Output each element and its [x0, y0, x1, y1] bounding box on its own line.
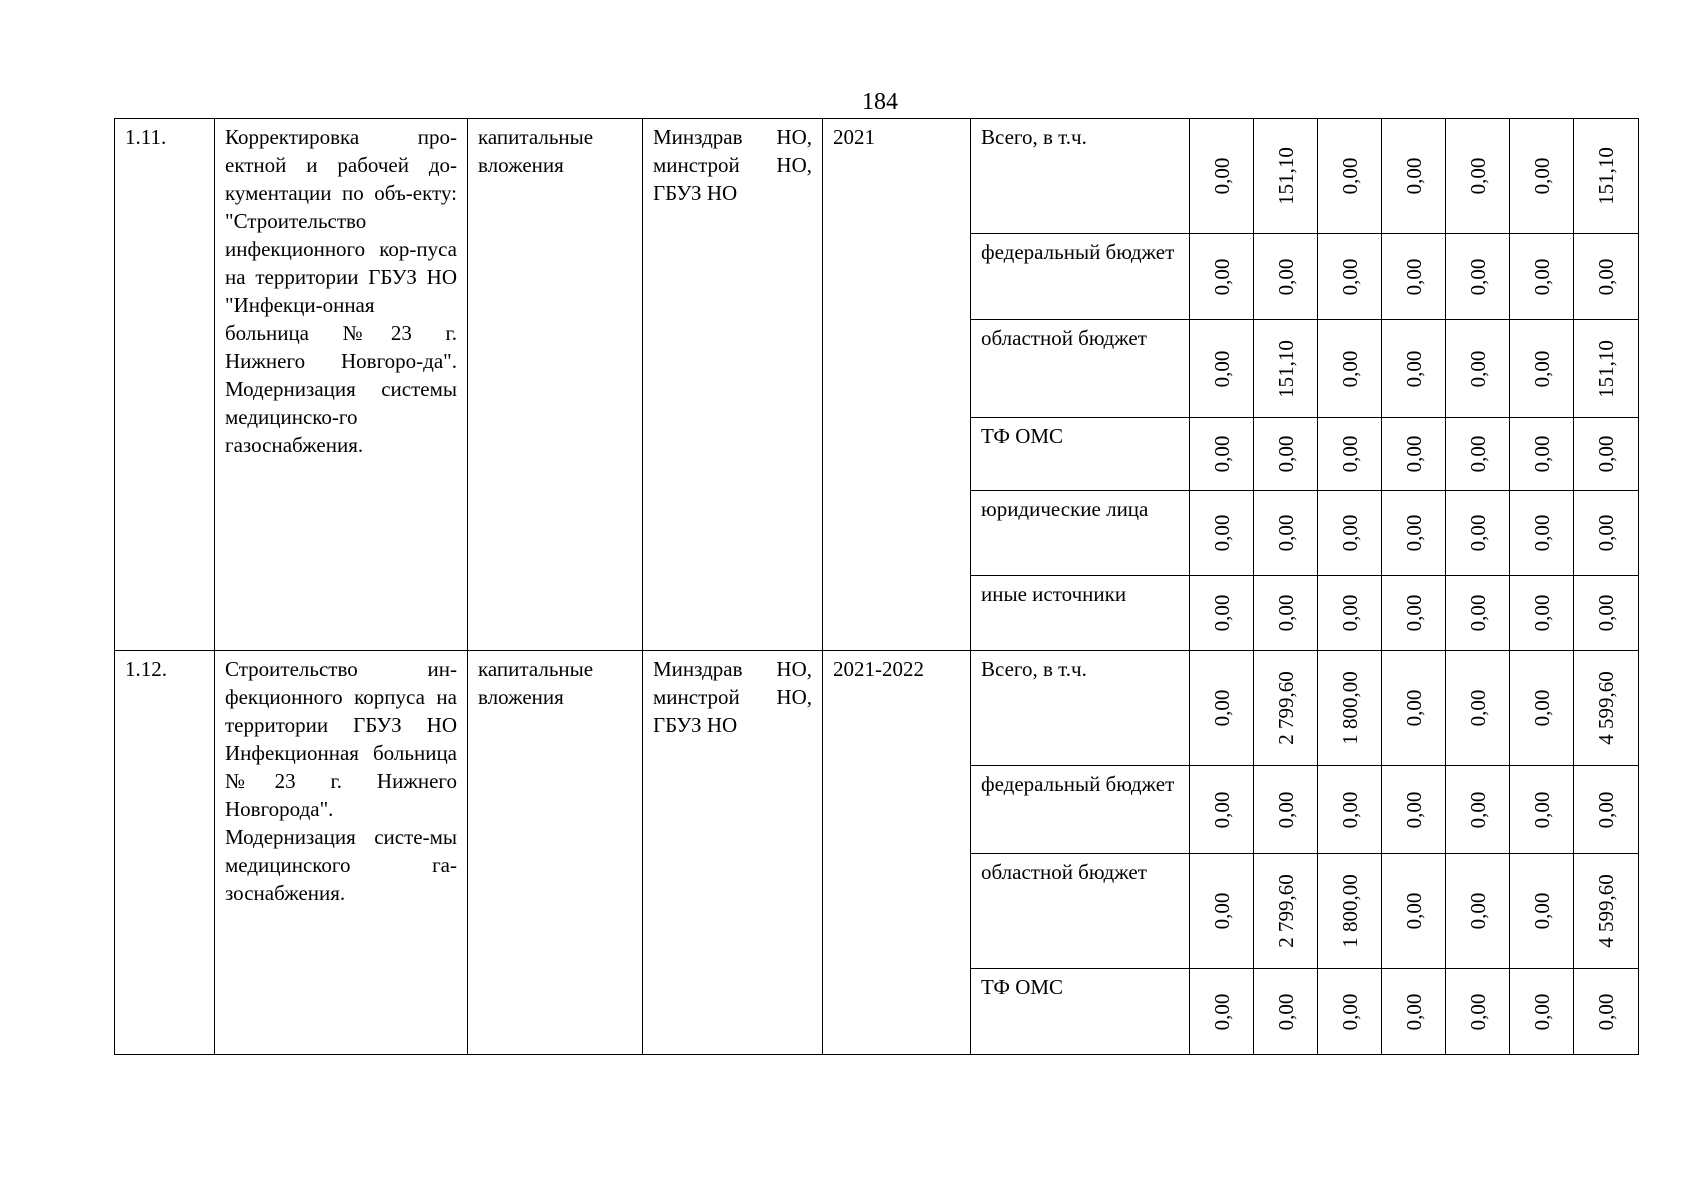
amount-cell: 0,00: [1254, 491, 1318, 576]
amount-cell: 0,00: [1190, 651, 1254, 766]
amount-cell: 0,00: [1318, 491, 1382, 576]
amount-cell: 0,00: [1254, 766, 1318, 854]
amount-cell: 0,00: [1510, 766, 1574, 854]
amount-cell: 0,00: [1446, 576, 1510, 651]
amount-cell: 2 799,60: [1254, 854, 1318, 969]
amount-cell: 0,00: [1382, 651, 1446, 766]
amount-cell: 0,00: [1446, 234, 1510, 320]
amount-total-cell: 0,00: [1574, 766, 1639, 854]
budget-table: [114, 118, 1639, 1055]
amount-cell: 0,00: [1382, 576, 1446, 651]
amount-cell: 0,00: [1254, 234, 1318, 320]
amount-cell: 0,00: [1318, 766, 1382, 854]
funding-source-label: юридические лица: [971, 491, 1190, 576]
amount-cell: 0,00: [1254, 418, 1318, 491]
amount-cell: 1 800,00: [1318, 854, 1382, 969]
amount-cell: 0,00: [1446, 320, 1510, 418]
amount-cell: 0,00: [1446, 969, 1510, 1055]
amount-cell: 0,00: [1318, 969, 1382, 1055]
amount-cell: 0,00: [1382, 766, 1446, 854]
amount-total-cell: 0,00: [1574, 969, 1639, 1055]
amount-cell: 0,00: [1510, 234, 1574, 320]
amount-cell: 0,00: [1190, 854, 1254, 969]
amount-total-cell: 151,10: [1574, 119, 1639, 234]
amount-cell: 0,00: [1446, 651, 1510, 766]
executor: Минздрав НО, минстрой НО, ГБУЗ НО: [643, 119, 823, 651]
amount-cell: 0,00: [1382, 491, 1446, 576]
expense-type: капитальные вложения: [468, 651, 643, 1055]
period: 2021-2022: [823, 651, 971, 1055]
amount-cell: 0,00: [1190, 766, 1254, 854]
amount-cell: 0,00: [1510, 969, 1574, 1055]
amount-cell: 0,00: [1510, 418, 1574, 491]
amount-cell: 0,00: [1510, 491, 1574, 576]
period: 2021: [823, 119, 971, 651]
amount-cell: 0,00: [1446, 854, 1510, 969]
amount-cell: 151,10: [1254, 119, 1318, 234]
funding-source-label: Всего, в т.ч.: [971, 651, 1190, 766]
amount-cell: 0,00: [1382, 969, 1446, 1055]
amount-cell: 0,00: [1190, 418, 1254, 491]
row-number: 1.12.: [115, 651, 215, 1055]
amount-cell: 0,00: [1318, 320, 1382, 418]
amount-cell: 0,00: [1190, 491, 1254, 576]
row-number: 1.11.: [115, 119, 215, 651]
funding-source-label: ТФ ОМС: [971, 418, 1190, 491]
amount-total-cell: 0,00: [1574, 234, 1639, 320]
amount-cell: 0,00: [1190, 234, 1254, 320]
amount-cell: 0,00: [1510, 651, 1574, 766]
amount-cell: 0,00: [1510, 854, 1574, 969]
amount-cell: 0,00: [1254, 576, 1318, 651]
amount-cell: 0,00: [1318, 418, 1382, 491]
amount-cell: 0,00: [1446, 119, 1510, 234]
funding-source-label: Всего, в т.ч.: [971, 119, 1190, 234]
amount-cell: 0,00: [1382, 234, 1446, 320]
amount-total-cell: 4 599,60: [1574, 854, 1639, 969]
amount-total-cell: 0,00: [1574, 418, 1639, 491]
amount-cell: 0,00: [1382, 320, 1446, 418]
funding-source-label: областной бюджет: [971, 320, 1190, 418]
measure-description: Строительство ин-фекционного корпуса на территории ГБУЗ НО Инфекционная больница №23 г. Нижнего Новгорода". Модернизация систе-мы медицинского га-зоснабжения.: [215, 651, 468, 1055]
amount-cell: 2 799,60: [1254, 651, 1318, 766]
table-row: [115, 651, 1639, 766]
page-number: 184: [862, 89, 898, 115]
amount-total-cell: 0,00: [1574, 491, 1639, 576]
amount-cell: 0,00: [1510, 119, 1574, 234]
amount-cell: 151,10: [1254, 320, 1318, 418]
amount-cell: 0,00: [1318, 576, 1382, 651]
amount-cell: 0,00: [1382, 119, 1446, 234]
amount-cell: 0,00: [1318, 119, 1382, 234]
amount-cell: 0,00: [1382, 854, 1446, 969]
amount-cell: 0,00: [1254, 969, 1318, 1055]
amount-cell: 0,00: [1446, 766, 1510, 854]
amount-cell: 0,00: [1190, 576, 1254, 651]
amount-cell: 0,00: [1190, 969, 1254, 1055]
amount-total-cell: 0,00: [1574, 576, 1639, 651]
amount-cell: 0,00: [1446, 418, 1510, 491]
amount-cell: 0,00: [1510, 320, 1574, 418]
measure-description: Корректировка про-ектной и рабочей до-кументации по объ-екту: "Строительство инфекционного кор-пуса на территории ГБУЗ НО "Инфекци-онная больница №23 г. Нижнего Новгоро-да". Модернизация системы медицинско-го газоснабжения.: [215, 119, 468, 651]
expense-type: капитальные вложения: [468, 119, 643, 651]
funding-source-label: федеральный бюджет: [971, 234, 1190, 320]
executor: Минздрав НО, минстрой НО, ГБУЗ НО: [643, 651, 823, 1055]
amount-total-cell: 151,10: [1574, 320, 1639, 418]
funding-source-label: иные источники: [971, 576, 1190, 651]
amount-cell: 0,00: [1446, 491, 1510, 576]
funding-source-label: областной бюджет: [971, 854, 1190, 969]
funding-source-label: федеральный бюджет: [971, 766, 1190, 854]
amount-cell: 0,00: [1318, 234, 1382, 320]
amount-total-cell: 4 599,60: [1574, 651, 1639, 766]
amount-cell: 0,00: [1382, 418, 1446, 491]
amount-cell: 0,00: [1190, 119, 1254, 234]
amount-cell: 0,00: [1510, 576, 1574, 651]
funding-source-label: ТФ ОМС: [971, 969, 1190, 1055]
amount-cell: 0,00: [1190, 320, 1254, 418]
table-row: [115, 119, 1639, 234]
amount-cell: 1 800,00: [1318, 651, 1382, 766]
